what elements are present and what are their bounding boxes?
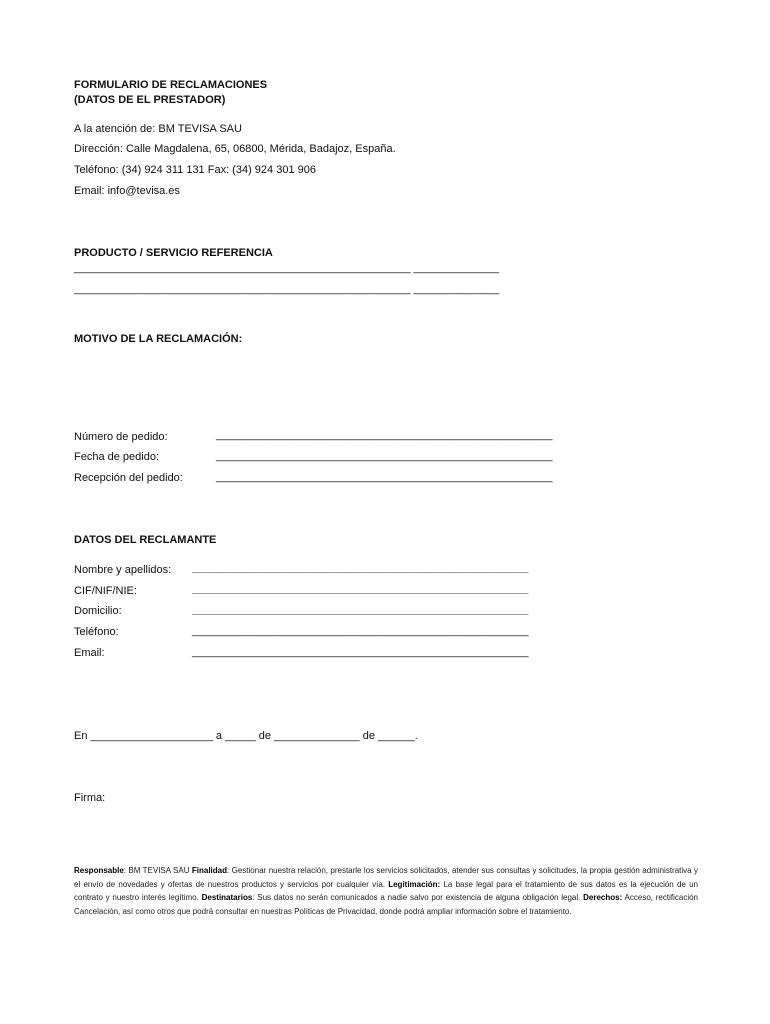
- legitimacion-text: La base legal para el tratamiento de sus datos es la ejecución de un contrato y nuestro interés legítimo.: [74, 879, 698, 903]
- order-number-label: Número de pedido:: [74, 431, 168, 443]
- claimant-id-label: CIF/NIF/NIE:: [74, 585, 137, 597]
- provider-phone: Teléfono: (34) 924 311 131 Fax: (34) 924 301 906: [74, 164, 316, 176]
- claimant-email-label: Email:: [74, 647, 105, 659]
- provider-attention: A la atención de: BM TEVISA SAU: [74, 123, 242, 135]
- claimant-address-line: _______________________________________________________: [192, 604, 529, 616]
- finalidad-label: Finalidad: [191, 866, 228, 875]
- claimant-phone-label: Teléfono:: [74, 626, 119, 638]
- order-date-label: Fecha de pedido:: [74, 451, 160, 463]
- claimant-address-label: Domicilio:: [74, 605, 122, 617]
- order-date-line: _______________________________________________________: [216, 450, 553, 462]
- derechos-text: Acceso, rectificación Cancelación, así como otros que podrá consultar en nuestras Políticas de Privacidad, donde podrá ampliar información sobre el tratamiento.: [74, 893, 699, 916]
- provider-address: Dirección: Calle Magdalena, 65, 06800, Mérida, Badajoz, España.: [74, 143, 396, 155]
- claimant-phone-line: _______________________________________________________: [192, 625, 529, 637]
- privacy-notice: [74, 864, 698, 918]
- place-date-line: En ____________________ a _____ de ______________ de ______.: [74, 730, 418, 742]
- finalidad-text: : Gestionar nuestra relación, prestarle los servicios solicitados, atender sus consultas y solicitudes, la propia gestión administrativa y el envío de novedades y ofertas de nuestros productos y servicios por cualquier vía.: [74, 866, 698, 889]
- reason-heading: MOTIVO DE LA RECLAMACIÓN:: [74, 333, 243, 345]
- form-title: FORMULARIO DE RECLAMACIONES: [74, 79, 268, 91]
- product-heading: PRODUCTO / SERVICIO REFERENCIA: [74, 247, 273, 259]
- destinatarios-text: : Sus datos no serán comunicados a nadie salvo por existencia de alguna obligación legal.: [252, 893, 584, 903]
- claimant-email-line: _______________________________________________________: [192, 646, 529, 658]
- responsable-text: : BM TEVISA SAU: [123, 866, 192, 875]
- claimant-id-line: _______________________________________________________: [192, 583, 529, 595]
- derechos-label: Derechos:: [583, 893, 623, 903]
- form-subtitle: (DATOS DE EL PRESTADOR): [74, 94, 226, 106]
- claimant-name-line: _______________________________________________________: [192, 562, 529, 574]
- responsable-label: Responsable: [74, 866, 124, 875]
- order-reception-line: _______________________________________________________: [216, 471, 553, 483]
- signature-label: Firma:: [74, 792, 106, 804]
- claimant-heading: DATOS DEL RECLAMANTE: [74, 534, 217, 546]
- product-line-1: _______________________________________________________ ______________: [74, 262, 500, 274]
- claimant-name-label: Nombre y apellidos:: [74, 564, 172, 576]
- legitimacion-label: Legitimación:: [388, 879, 441, 889]
- destinatarios-label: Destinatarios: [201, 893, 253, 903]
- product-line-2: _______________________________________________________ ______________: [74, 283, 500, 295]
- provider-email: Email: info@tevisa.es: [74, 185, 180, 197]
- order-number-line: _______________________________________________________: [216, 429, 553, 441]
- order-reception-label: Recepción del pedido:: [74, 472, 183, 484]
